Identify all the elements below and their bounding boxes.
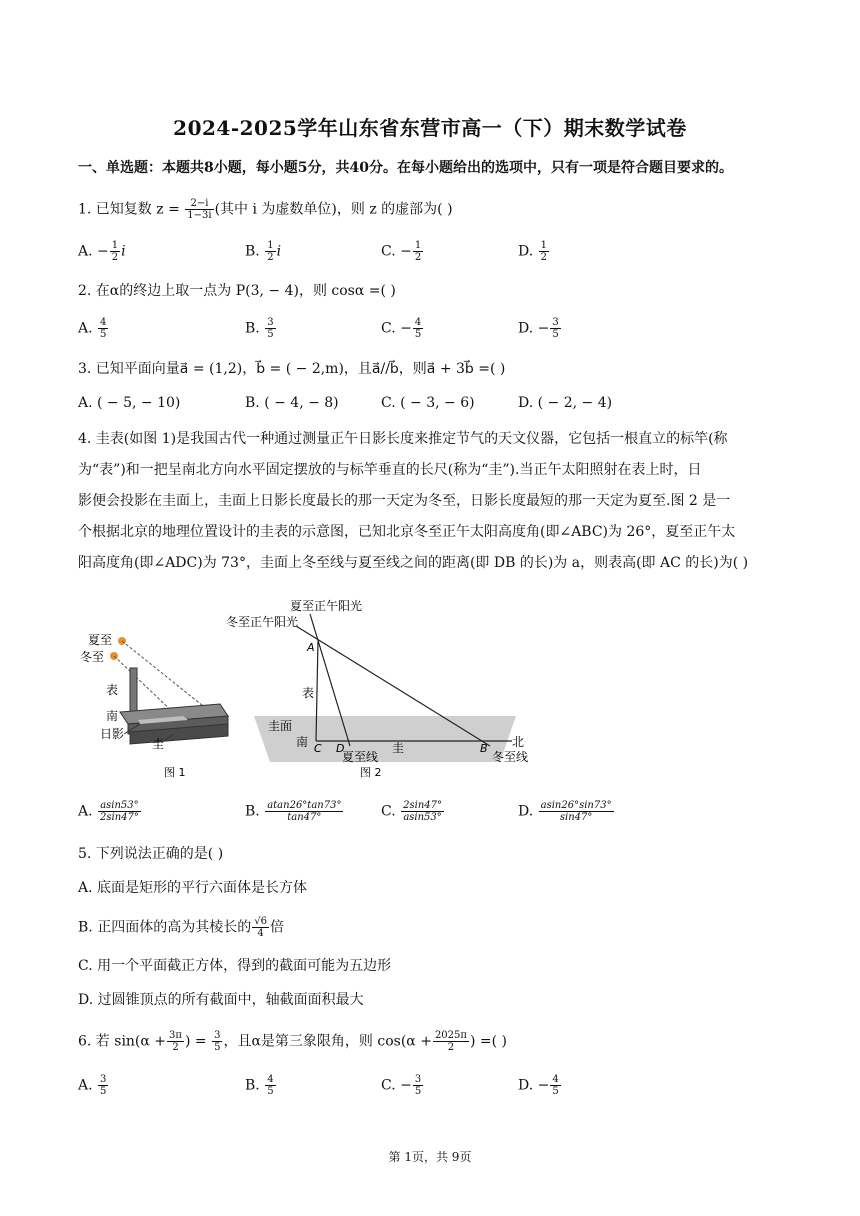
q4-line: 个根据北京的地理位置设计的圭表的示意图，已知北京冬至正午太阳高度角(即∠ABC)为 26°，夏至正午太 — [78, 524, 736, 540]
question-6-stem: 6. 若 sin(α + $\frac{3\pi}{2}$ ) = $\frac{3}{5}$ ，且α是第三象限角，则 cos(α + $\frac{2025\pi}{2}$ ) =( ) — [78, 1030, 507, 1053]
q2-option-b[interactable]: B. $\frac{3}{5}$ — [245, 317, 274, 340]
q4-line: 为“表”)和一把呈南北方向水平固定摆放的与标竿垂直的长尺(称为“圭”).当正午太阳照射在表上时，日 — [78, 462, 702, 478]
q4-option-b[interactable]: B. $\frac{atan26^\circ\tan 73^\circ}{\tan 47^\circ}$ — [245, 800, 342, 823]
fig1-caption: 图 1 — [164, 766, 186, 779]
fig2-point-a: A — [307, 641, 315, 654]
q1-option-c[interactable]: C. − $\frac{1}{2}$ — [381, 240, 422, 263]
q4-option-a[interactable]: A. $\frac{asin53^\circ}{2\sin 47^\circ}$ — [78, 800, 139, 823]
q6-option-c[interactable]: C. − $\frac{3}{5}$ — [381, 1074, 422, 1097]
q1-prefix: 1. 已知复数 z = — [78, 201, 180, 218]
figure-2-triangle-diagram — [222, 596, 542, 786]
q5-option-a[interactable]: A. 底面是矩形的平行六面体是长方体 — [78, 880, 308, 896]
fig1-winter-label: 冬至 — [80, 650, 105, 664]
q6-option-d[interactable]: D. − $\frac{4}{5}$ — [518, 1074, 559, 1097]
fig2-gui-face-label: 圭面 — [268, 719, 293, 733]
fig1-biao-label: 表 — [106, 683, 119, 697]
fig2-gui-label: 圭 — [392, 741, 405, 755]
gui-face-plane — [254, 716, 516, 762]
q6-option-a[interactable]: A. $\frac{3}{5}$ — [78, 1074, 107, 1097]
q2-option-d[interactable]: D. − $\frac{3}{5}$ — [518, 317, 559, 340]
fig2-winter-light-label: 冬至正午阳光 — [226, 615, 299, 629]
q1-suffix: (其中 i 为虚数单位)，则 z 的虚部为( ) — [214, 201, 453, 218]
fig2-summer-line-label: 夏至线 — [342, 750, 379, 764]
section-heading: 一、单选题：本题共8小题，每小题5分，共40分。在每小题给出的选项中，只有一项是符合题目要求的。 — [78, 160, 733, 176]
fig2-caption: 图 2 — [360, 766, 382, 779]
q3-option-b[interactable]: B. ( − 4, − 8) — [245, 395, 339, 411]
q4-line: 阳高度角(即∠ADC)为 73°，圭面上冬至线与夏至线之间的距离(即 DB 的长)为 a，则表高(即 AC 的长)为( ) — [78, 555, 749, 571]
q1-fraction: $\frac{2-i}{1-3i}$ — [187, 198, 212, 221]
question-1-stem — [78, 198, 453, 221]
question-4-stem — [78, 424, 784, 579]
q2-option-c[interactable]: C. − $\frac{4}{5}$ — [381, 317, 422, 340]
fig2-point-d: D — [336, 742, 345, 755]
question-5-stem: 5. 下列说法正确的是( ) — [78, 846, 224, 862]
q3-option-a[interactable]: A. ( − 5, − 10) — [78, 395, 181, 411]
q5-option-c[interactable]: C. 用一个平面截正方体，得到的截面可能为五边形 — [78, 958, 392, 974]
fig1-summer-label: 夏至 — [88, 633, 113, 647]
q3-option-c[interactable]: C. ( − 3, − 6) — [381, 395, 475, 411]
fig2-south-label: 南 — [296, 735, 309, 749]
question-3-stem: 3. 已知平面向量a⃗ = (1,2)，b⃗ = ( − 2,m)，且a⃗//b⃗，则a⃗ + 3b⃗ =( ) — [78, 361, 506, 377]
q1-option-a[interactable]: A. − $\frac{1}{2}$ i — [78, 240, 126, 263]
page-title: 2024-2025学年山东省东营市高一（下）期末数学试卷 — [173, 116, 687, 140]
fig2-north-label: 北 — [512, 735, 525, 749]
q4-option-d[interactable]: D. $\frac{asin26^\circ\sin 73^\circ}{\sin 47^\circ}$ — [518, 800, 612, 823]
page-footer: 第 1页，共 9页 — [388, 1150, 472, 1164]
q2-option-a[interactable]: A. $\frac{4}{5}$ — [78, 317, 107, 340]
q3-option-d[interactable]: D. ( − 2, − 4) — [518, 395, 613, 411]
q4-line: 影便会投影在圭面上，圭面上日影长度最长的那一天定为冬至，日影长度最短的那一天定为夏至.图 2 是一 — [78, 493, 731, 509]
fig2-point-c: C — [314, 742, 322, 755]
fig2-summer-light-label: 夏至正午阳光 — [290, 599, 363, 613]
q4-line: 4. 圭表(如图 1)是我国古代一种通过测量正午日影长度来推定节气的天文仪器，它包括一根直立的标竿(称 — [78, 431, 728, 447]
fig1-gui-label: 圭 — [152, 737, 165, 751]
q5-option-d[interactable]: D. 过圆锥顶点的所有截面中，轴截面面积最大 — [78, 992, 364, 1008]
q5-option-b[interactable]: B. 正四面体的高为其棱长的 $\frac{√6}{4}$ 倍 — [78, 916, 284, 939]
q1-option-b[interactable]: B. $\frac{1}{2}$ i — [245, 240, 282, 263]
q1-option-d[interactable]: D. $\frac{1}{2}$ — [518, 240, 548, 263]
fig1-south-label: 南 — [106, 709, 119, 723]
fig1-shadow-label: 日影 — [100, 727, 125, 741]
q4-option-c[interactable]: C. $\frac{2\sin 47^\circ}{asin53^\circ}$ — [381, 800, 442, 823]
fig2-biao-label: 表 — [302, 686, 315, 700]
question-2-stem: 2. 在α的终边上取一点为 P(3, − 4)，则 cosα =( ) — [78, 283, 396, 299]
fig2-point-b: B — [480, 742, 488, 755]
fig2-winter-line-label: 冬至线 — [492, 750, 529, 764]
q6-option-b[interactable]: B. $\frac{4}{5}$ — [245, 1074, 274, 1097]
